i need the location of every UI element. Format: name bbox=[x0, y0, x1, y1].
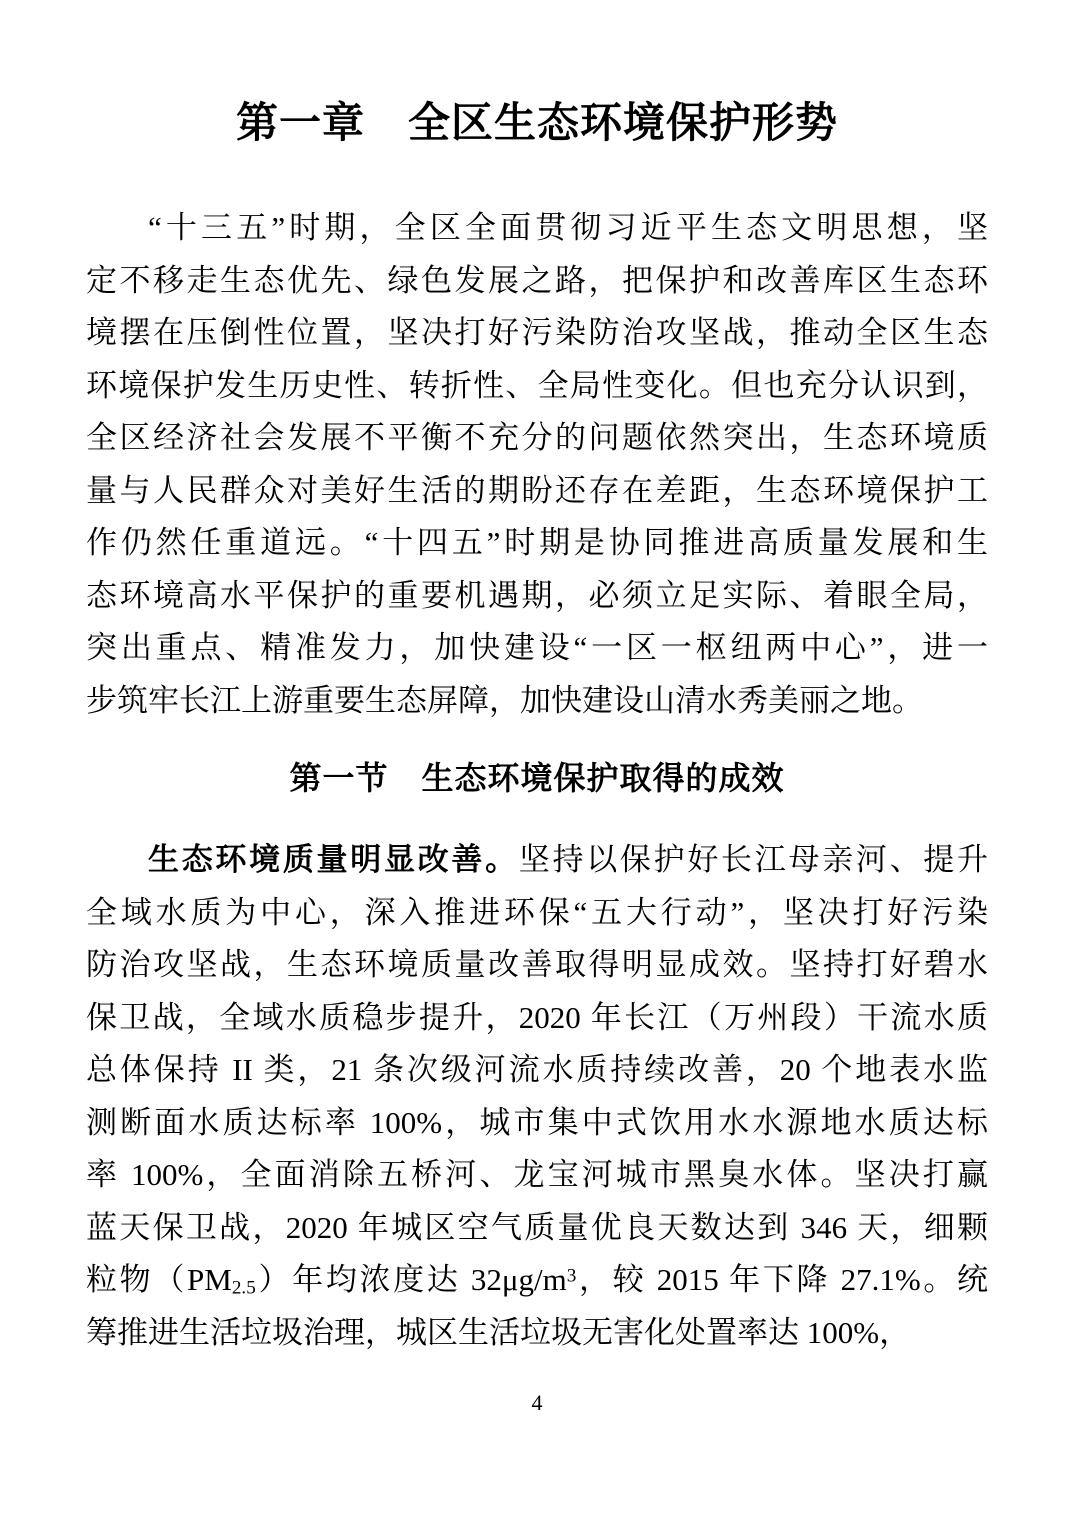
body-text: 筹推进生活垃圾治理，城区生活垃圾无害化处置率达 100%， bbox=[86, 1314, 911, 1350]
paragraph-intro bbox=[86, 202, 988, 727]
paragraph-line bbox=[86, 1149, 988, 1202]
paragraph-line bbox=[86, 834, 988, 887]
paragraph-line bbox=[86, 360, 988, 413]
body-text: 境摆在压倒性位置，坚决打好污染防治攻坚战，推动全区生态 bbox=[86, 315, 988, 350]
body-text: 粒物（PM bbox=[86, 1262, 232, 1297]
paragraph-line bbox=[86, 1254, 988, 1307]
paragraph-achievements bbox=[86, 834, 988, 1359]
paragraph-line bbox=[86, 1097, 988, 1150]
paragraph-line bbox=[86, 255, 988, 308]
paragraph-line bbox=[86, 675, 988, 728]
paragraph-line bbox=[86, 1044, 988, 1097]
chapter-title: 第一章 全区生态环境保护形势 bbox=[235, 101, 838, 147]
body-text: 态环境高水平保护的重要机遇期，必须立足实际、着眼全局， bbox=[86, 577, 988, 613]
body-text: 全域水质为中心，深入推进环保“五大行动”，坚决打好污染 bbox=[86, 894, 988, 930]
paragraph-line bbox=[86, 412, 988, 465]
paragraph-line bbox=[86, 622, 988, 675]
paragraph-line bbox=[86, 202, 988, 255]
body-text: 坚持以保护好长江母亲河、提升 bbox=[518, 842, 988, 877]
bold-lead-text: 生态环境质量明显改善。 bbox=[148, 842, 519, 877]
paragraph-line bbox=[86, 1307, 988, 1360]
body-text: ，较 2015 年下降 27.1%。统 bbox=[576, 1262, 988, 1297]
body-text: 定不移走生态优先、绿色发展之路，把保护和改善库区生态环 bbox=[86, 262, 988, 298]
body-text: “十三五”时期，全区全面贯彻习近平生态文明思想，坚 bbox=[148, 210, 988, 245]
paragraph-line bbox=[86, 570, 988, 623]
paragraph-line bbox=[86, 887, 988, 940]
subscript-text: 2.5 bbox=[231, 1277, 256, 1299]
paragraph-line bbox=[86, 939, 988, 992]
body-text: 率 100%，全面消除五桥河、龙宝河城市黑臭水体。坚决打赢 bbox=[86, 1157, 988, 1192]
paragraph-line bbox=[86, 1202, 988, 1255]
body-text: 全区经济社会发展不平衡不充分的问题依然突出，生态环境质 bbox=[86, 420, 988, 455]
body-text: 步筑牢长江上游重要生态屏障，加快建设山清水秀美丽之地。 bbox=[86, 682, 923, 718]
body-text: 测断面水质达标率 100%，城市集中式饮用水水源地水质达标 bbox=[86, 1104, 988, 1140]
paragraph-line bbox=[86, 307, 988, 360]
superscript-text: 3 bbox=[566, 1265, 577, 1287]
body-text: 突出重点、精准发力，加快建设“一区一枢纽两中心”，进一 bbox=[86, 630, 988, 665]
body-text: 总体保持 II 类，21 条次级河流水质持续改善，20 个地表水监 bbox=[86, 1052, 988, 1087]
body-text: 环境保护发生历史性、转折性、全局性变化。但也充分认识到， bbox=[86, 367, 988, 403]
body-text: 作仍然任重道远。“十四五”时期是协同推进高质量发展和生 bbox=[86, 525, 988, 560]
body-text: ）年均浓度达 32μg/m bbox=[255, 1262, 567, 1297]
page-number: 4 bbox=[531, 1390, 543, 1415]
body-text: 蓝天保卫战，2020 年城区空气质量优良天数达到 346 天，细颗 bbox=[86, 1209, 988, 1245]
body-text: 量与人民群众对美好生活的期盼还存在差距，生态环境保护工 bbox=[86, 472, 988, 508]
paragraph-line bbox=[86, 517, 988, 570]
body-text: 防治攻坚战，生态环境质量改善取得明显成效。坚持打好碧水 bbox=[86, 947, 988, 982]
body-text: 保卫战，全域水质稳步提升，2020 年长江（万州段）干流水质 bbox=[86, 999, 988, 1035]
paragraph-line bbox=[86, 992, 988, 1045]
section-title: 第一节 生态环境保护取得的成效 bbox=[289, 760, 785, 796]
paragraph-line bbox=[86, 465, 988, 518]
